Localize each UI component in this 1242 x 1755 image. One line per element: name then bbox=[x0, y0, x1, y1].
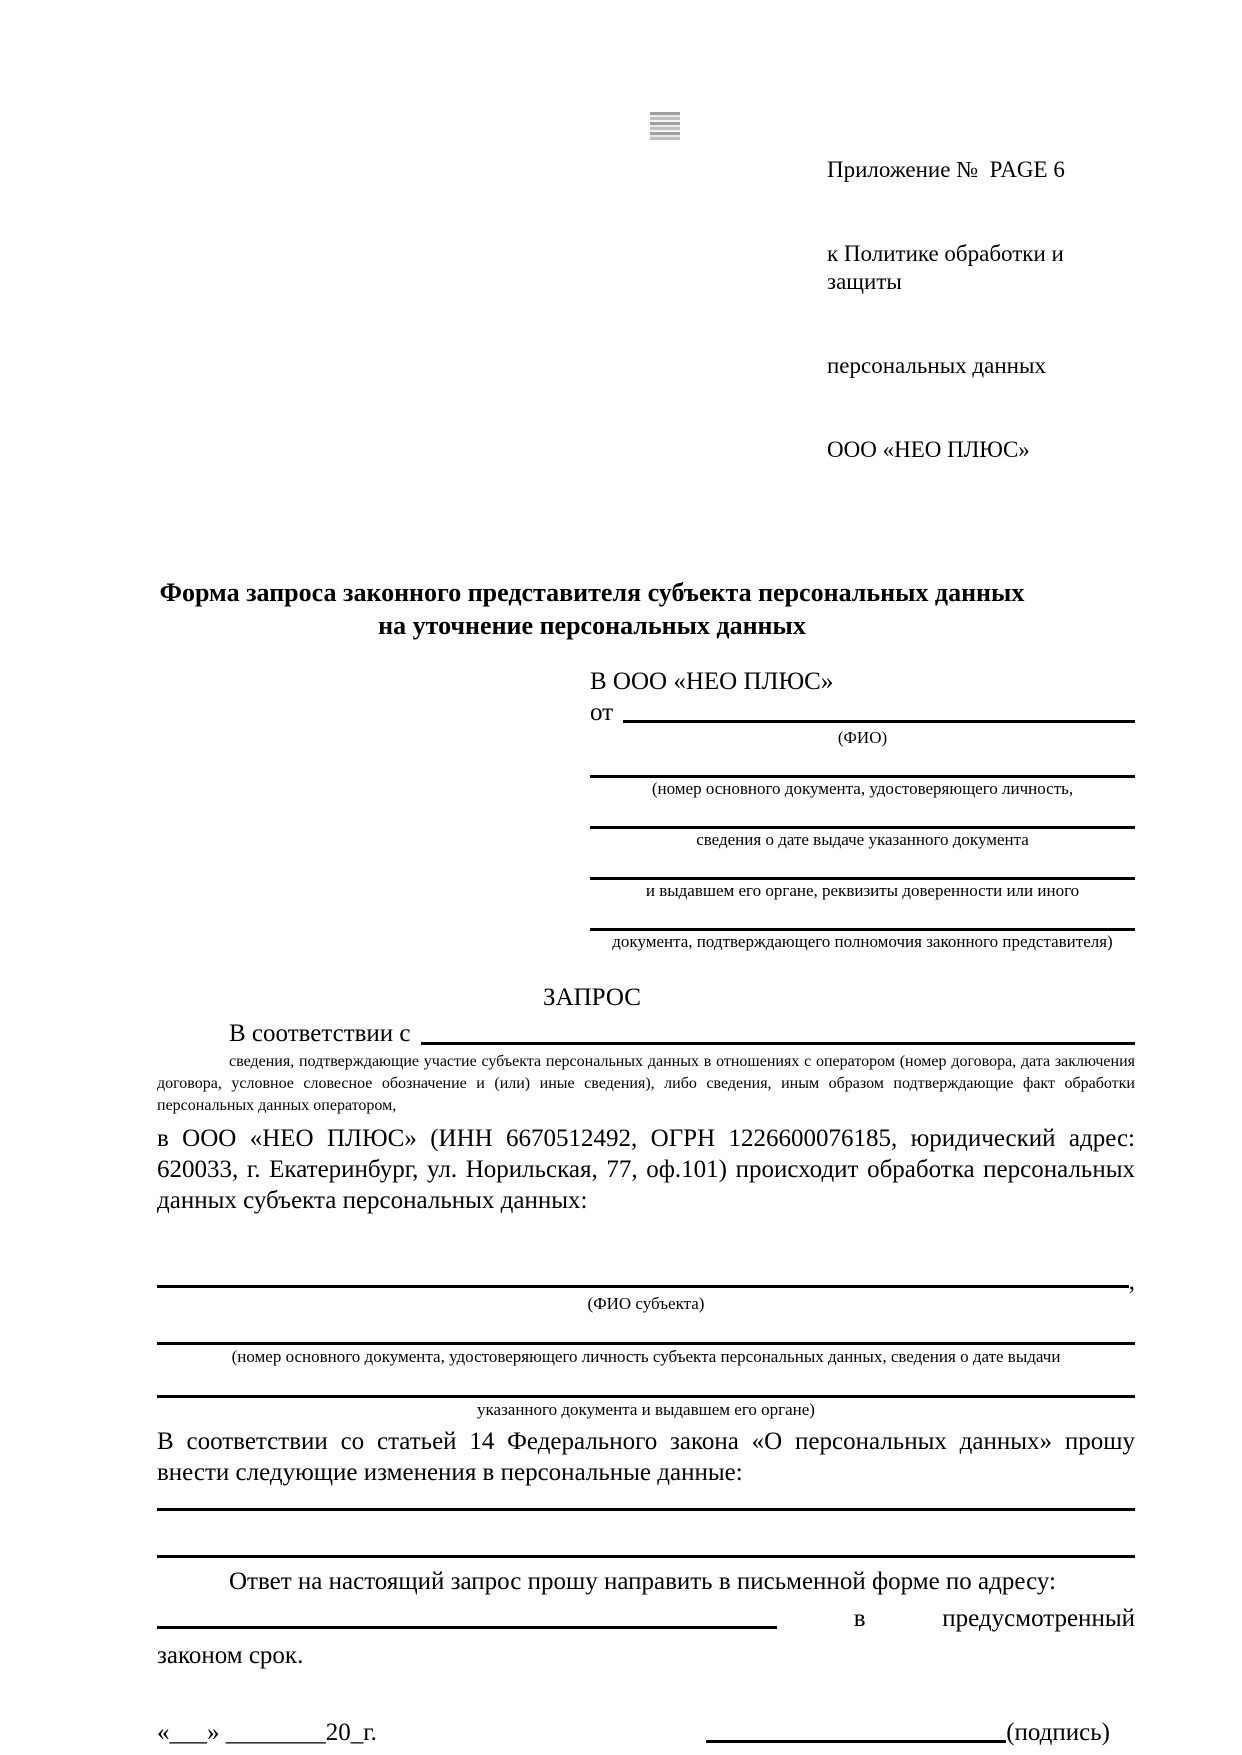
intro-label: В соответствии с bbox=[229, 1020, 411, 1047]
appendix-header bbox=[827, 100, 1135, 520]
appendix-company-line: ООО «НЕО ПЛЮС» bbox=[827, 437, 1030, 462]
caption-doc-date: сведения о дате выдаче указанного документа bbox=[696, 830, 1029, 849]
signature-row bbox=[157, 1717, 1135, 1748]
appendix-policy-line2: персональных данных bbox=[827, 353, 1046, 378]
fill-in-line-doc-date bbox=[590, 826, 1135, 829]
intro-row bbox=[157, 1018, 1135, 1049]
fill-in-line-signature bbox=[706, 1740, 1006, 1743]
document-title-line1: Форма запроса законного представителя субъекта персональных данных bbox=[159, 578, 1025, 607]
fill-in-line-authority-doc bbox=[590, 928, 1135, 931]
response-paragraph: Ответ на настоящий запрос прошу направить в письменной форме по адресу: bbox=[229, 1568, 1056, 1595]
fill-in-line-doc-number bbox=[590, 775, 1135, 778]
caption-subject-doc1: (номер основного документа, удостоверяющего личность субъекта персональных данных, сведения о дате выдачи bbox=[231, 1347, 1061, 1366]
caption-doc-issuer: и выдавшем его органе, реквизиты доверенности или иного bbox=[645, 881, 1080, 900]
request-heading: ЗАПРОС bbox=[543, 984, 641, 1011]
caption-authority-doc: документа, подтверждающего полномочия законного представителя) bbox=[612, 932, 1113, 951]
response-word-v: в bbox=[853, 1605, 866, 1632]
amendment-paragraph: В соответствии со статьей 14 Федерального закона «О персональных данных» прошу внести следующие изменения в персональные данные: bbox=[157, 1428, 1135, 1486]
subject-trailing-comma: , bbox=[1128, 1268, 1135, 1295]
document-title-line2: на уточнение персональных данных bbox=[378, 611, 806, 640]
response-address-row bbox=[157, 1603, 1135, 1634]
fill-in-line-changes-2 bbox=[157, 1555, 1135, 1558]
caption-subject-doc2: указанного документа и выдавшем его органе) bbox=[477, 1400, 815, 1419]
caption-fio: (ФИО) bbox=[837, 728, 888, 747]
fill-in-line-fio bbox=[623, 720, 1135, 723]
subject-fio-row bbox=[157, 1268, 1135, 1295]
basis-footnote: сведения, подтверждающие участие субъекта персональных данных в отношениях с оператором (номер договора, дата заключения договора, условное словесное обозначение и (или) иные сведения), либо сведения, иным образом подтверждающие факт обработки персональных данных оператором, bbox=[157, 1053, 1135, 1114]
caption-signature: (подпись) bbox=[1006, 1719, 1110, 1746]
fill-in-line-doc-issuer bbox=[590, 877, 1135, 880]
date-blank: «___» ________20_г. bbox=[157, 1719, 377, 1746]
appendix-policy-line: к Политике обработки и защиты bbox=[827, 241, 1070, 294]
signature-group bbox=[706, 1717, 1110, 1748]
appendix-number-line: Приложение № PAGE 6 bbox=[827, 157, 1065, 182]
response-word-term: предусмотренный bbox=[942, 1605, 1135, 1632]
fill-in-line-changes-1 bbox=[157, 1508, 1135, 1511]
from-label: от bbox=[590, 699, 614, 726]
document-title bbox=[157, 576, 1027, 642]
operator-paragraph: в ООО «НЕО ПЛЮС» (ИНН 6670512492, ОГРН 1226600076185, юридический адрес: 620033, г. Екатеринбург, ул. Норильская, 77, оф.101) происходит обработка персональных данных субъекта персональных данных: bbox=[157, 1125, 1135, 1214]
addressee-company: В ООО «НЕО ПЛЮС» bbox=[590, 668, 834, 695]
fill-in-line-basis bbox=[421, 1042, 1135, 1045]
from-row bbox=[590, 699, 1135, 727]
caption-subject-fio: (ФИО субъекта) bbox=[587, 1294, 705, 1313]
response-tail: законом срок. bbox=[157, 1642, 304, 1669]
fill-in-line-subject-doc bbox=[157, 1342, 1135, 1345]
addressee-block bbox=[590, 666, 1135, 952]
caption-doc-number: (номер основного документа, удостоверяющего личность, bbox=[651, 779, 1074, 798]
embedded-object-artifact bbox=[650, 112, 680, 140]
fill-in-line-subject-doc2 bbox=[157, 1395, 1135, 1398]
fill-in-line-address bbox=[157, 1626, 777, 1629]
fill-in-line-subject-fio bbox=[157, 1285, 1129, 1288]
